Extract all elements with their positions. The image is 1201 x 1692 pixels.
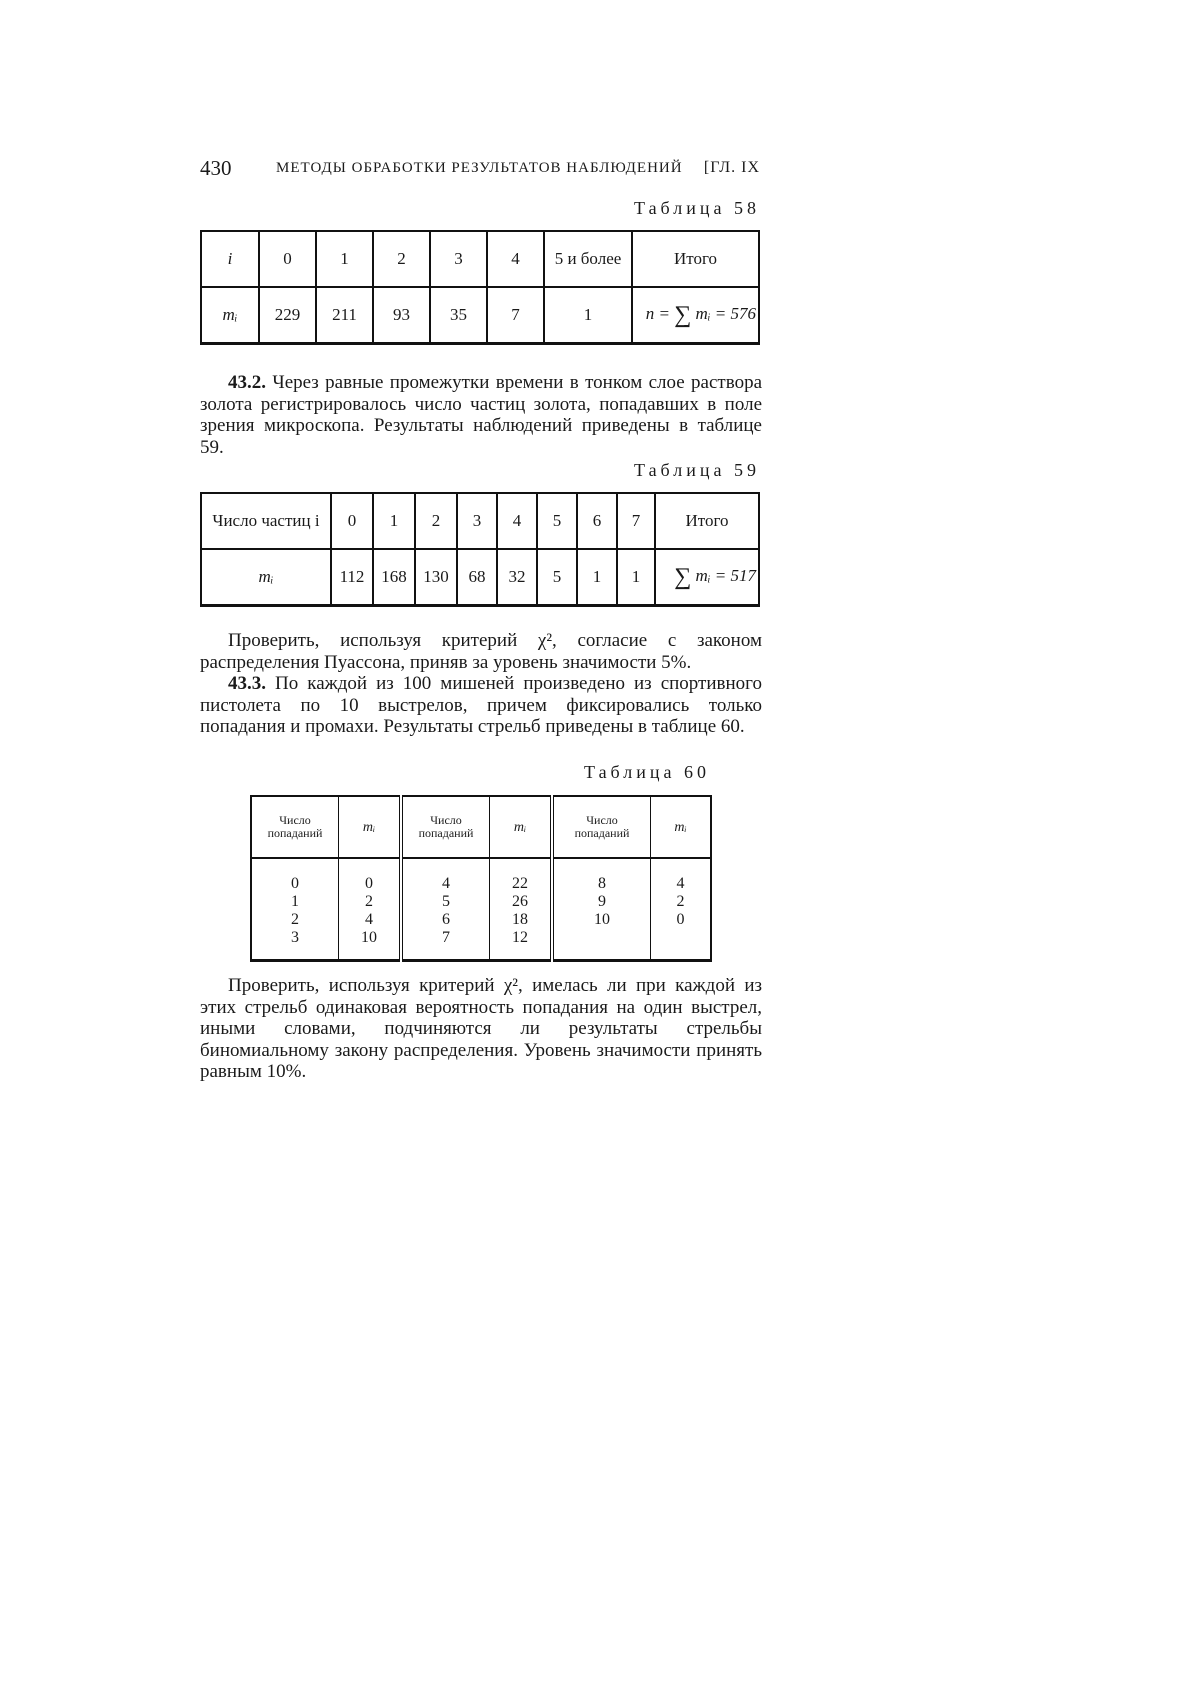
table-cell: 35	[430, 287, 487, 344]
total-prefix: n =	[645, 303, 675, 323]
header-m: mᵢ	[490, 796, 553, 858]
table-row	[201, 231, 759, 287]
table-row	[251, 858, 711, 961]
table-total-cell	[655, 549, 759, 606]
chapter-label: [ГЛ. IX	[703, 159, 760, 176]
table-cell: 1	[617, 549, 655, 606]
table-cell: 7	[617, 493, 655, 549]
problem-number: 43.3.	[228, 673, 266, 694]
table-row	[201, 549, 759, 606]
table-cell: mᵢ	[201, 287, 259, 344]
table-cell: 1	[577, 549, 617, 606]
table-cell: 112	[331, 549, 373, 606]
table-60-caption: Таблица 60	[584, 762, 710, 782]
table-cell: 1	[316, 231, 373, 287]
table-cell: 0 2 4 10	[339, 858, 402, 961]
sigma-symbol: ∑	[674, 301, 692, 328]
table-cell: 4	[487, 231, 544, 287]
table-58-caption: Таблица 58	[634, 198, 760, 218]
table-cell: Число частиц i	[201, 493, 331, 549]
table-cell: 6	[577, 493, 617, 549]
problem-text: Через равные промежутки времени в тонком слое раствора золота регистрировалось число частиц золота, попадавших в поле зрения микроскопа. Результаты наблюдений приведены в таблице 59.	[200, 372, 762, 458]
problem-text: По каждой из 100 мишеней произведено из спортивного пистолета по 10 выстрелов, причем фиксировались только попадания и промахи. Результаты стрельб приведены в таблице 60.	[200, 673, 762, 737]
table-cell: 32	[497, 549, 537, 606]
table-cell: 68	[457, 549, 497, 606]
table-cell: 5	[537, 493, 577, 549]
table-cell: 130	[415, 549, 457, 606]
table-cell: 5	[537, 549, 577, 606]
table-60	[250, 795, 712, 962]
table-cell: 0	[331, 493, 373, 549]
table-cell: 7	[487, 287, 544, 344]
table-total-cell	[632, 287, 759, 344]
header-m: mᵢ	[339, 796, 402, 858]
header-m: mᵢ	[651, 796, 712, 858]
table-cell: 211	[316, 287, 373, 344]
running-header	[200, 156, 760, 182]
page-number: 430	[200, 156, 232, 180]
table-cell: 0 1 2 3	[291, 875, 299, 946]
sigma-symbol: ∑	[674, 563, 692, 590]
header-hits: Число попаданий	[401, 796, 490, 858]
table-cell: 1	[373, 493, 415, 549]
table-row	[201, 287, 759, 344]
running-title: МЕТОДЫ ОБРАБОТКИ РЕЗУЛЬТАТОВ НАБЛЮДЕНИЙ	[276, 160, 683, 176]
table-cell: 3	[457, 493, 497, 549]
table-cell: 2	[373, 231, 430, 287]
table-cell: 2	[415, 493, 457, 549]
table-cell: 8 9 10	[552, 858, 651, 961]
total-suffix: mᵢ = 576	[691, 303, 756, 323]
header-hits: Число попаданий	[552, 796, 651, 858]
table-cell: 1	[544, 287, 632, 344]
table-cell: i	[201, 231, 259, 287]
table-cell: 4 5 6 7	[401, 858, 490, 961]
table-row	[201, 493, 759, 549]
header-hits: Число попаданий	[251, 796, 339, 858]
total-suffix: mᵢ = 517	[691, 565, 756, 585]
table-header-row	[251, 796, 711, 858]
problem-number: 43.2.	[228, 372, 266, 393]
table-cell: Итого	[632, 231, 759, 287]
table-cell: 4	[497, 493, 537, 549]
table-cell: 4 2 0	[651, 858, 712, 961]
table-cell: 93	[373, 287, 430, 344]
table-cell: 22 26 18 12	[490, 858, 553, 961]
problem-43-3	[200, 673, 762, 738]
table-cell: 0	[259, 231, 316, 287]
paragraph-check-binomial: Проверить, используя критерий χ², имелась ли при каждой из этих стрельб одинаковая вероятность попадания на один выстрел, иными словами, подчиняются ли результаты стрельбы биномиальному закону распределения. Уровень значимости принять равным 10%.	[200, 975, 762, 1082]
table-cell: 229	[259, 287, 316, 344]
table-cell: 168	[373, 549, 415, 606]
table-cell: Итого	[655, 493, 759, 549]
table-58	[200, 230, 760, 345]
table-cell: 5 и более	[544, 231, 632, 287]
paragraph-check-poisson: Проверить, используя критерий χ², согласие с законом распределения Пуассона, приняв за уровень значимости 5%.	[200, 630, 762, 673]
table-59-caption: Таблица 59	[634, 460, 760, 480]
table-cell: mᵢ	[201, 549, 331, 606]
table-59	[200, 492, 760, 607]
problem-43-2	[200, 372, 762, 458]
table-cell: 3	[430, 231, 487, 287]
